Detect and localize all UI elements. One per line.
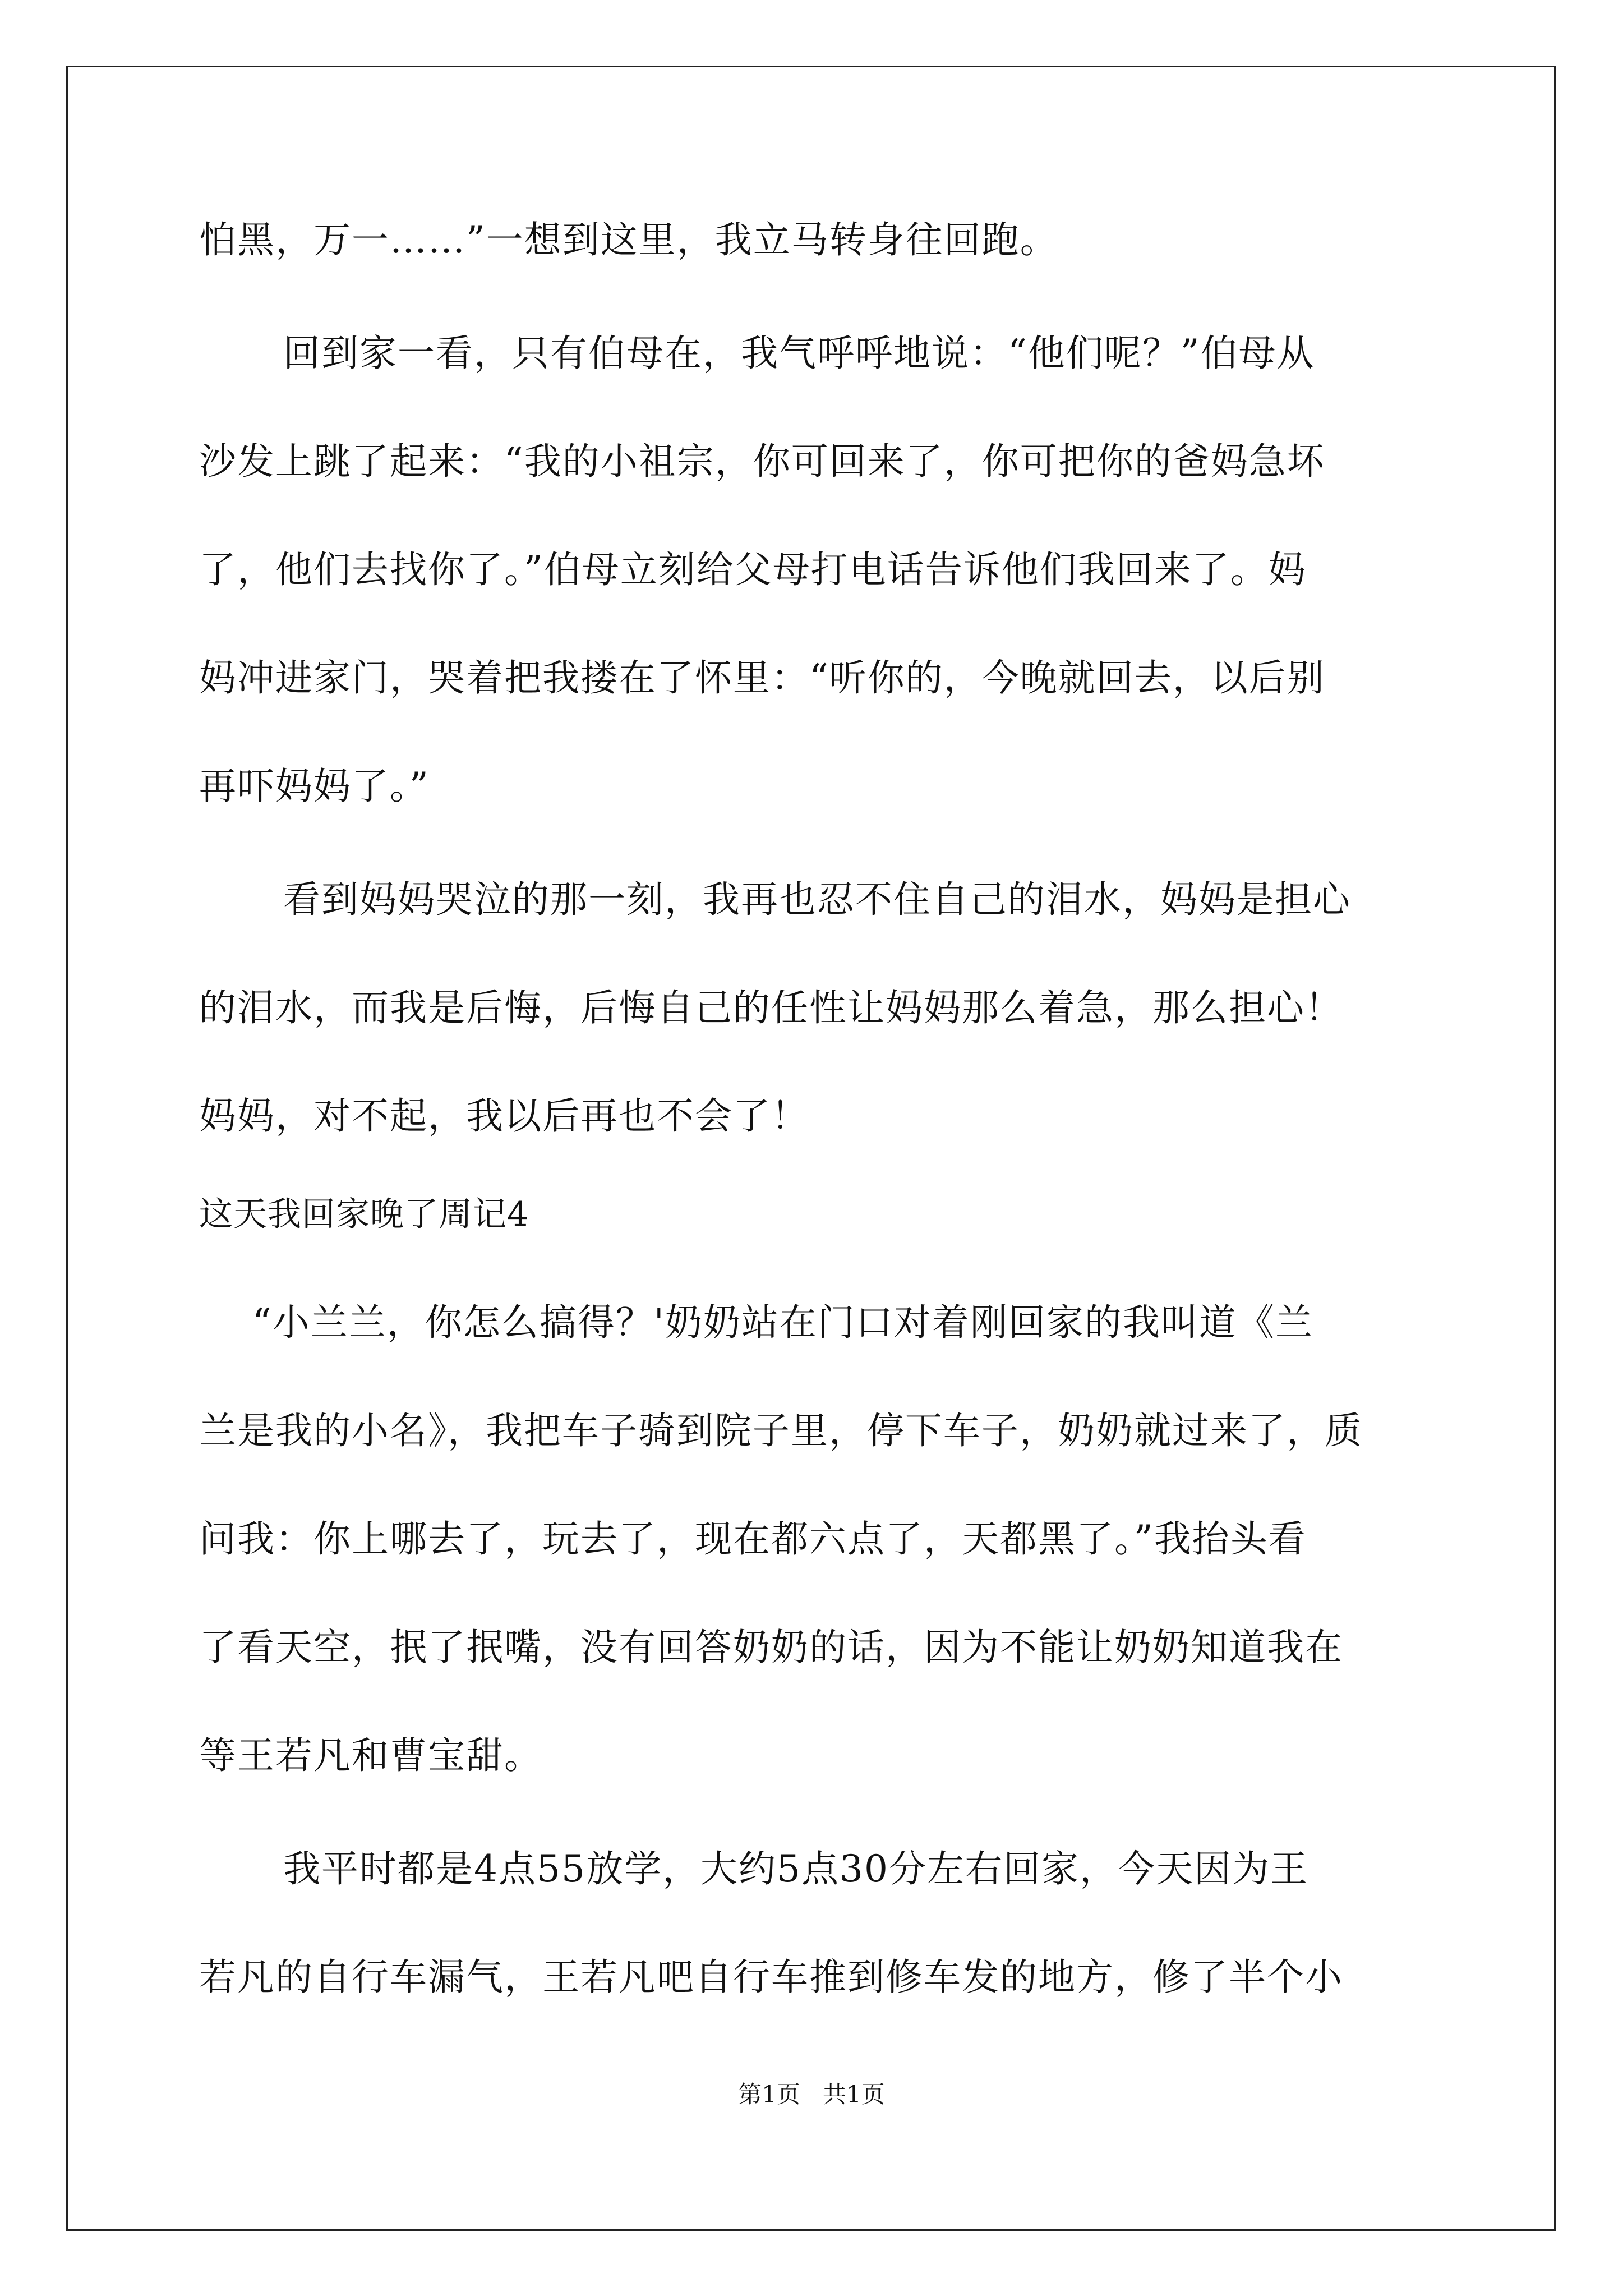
text-line: 若凡的自行车漏气，王若凡吧自行车推到修车发的地方，修了半个小 <box>199 1955 1343 1999</box>
text-line: 等王若凡和曹宝甜。 <box>199 1734 542 1777</box>
text-line: 妈妈，对不起，我以后再也不会了！ <box>199 1094 809 1138</box>
section-heading: 这天我回家晚了周记4 <box>199 1195 529 1234</box>
text-line: 沙发上跳了起来：“我的小祖宗，你可回来了，你可把你的爸妈急坏 <box>199 440 1325 483</box>
text-line: 再吓妈妈了。” <box>199 765 430 808</box>
paragraph-first-line: 回到家一看，只有伯母在，我气呼呼地说：“他们呢？”伯母从 <box>283 332 1315 375</box>
text-line: 问我：你上哪去了，玩去了，现在都六点了，天都黑了。”我抬头看 <box>199 1517 1307 1561</box>
paragraph-first-line: 看到妈妈哭泣的那一刻，我再也忍不住自己的泪水，妈妈是担心 <box>283 878 1351 921</box>
text-line: 了看天空，抿了抿嘴，没有回答奶奶的话，因为不能让奶奶知道我在 <box>199 1626 1343 1669</box>
document-body <box>199 218 1427 2067</box>
text-line: 妈冲进家门，哭着把我搂在了怀里：“听你的，今晚就回去，以后别 <box>199 656 1325 700</box>
paragraph-first-line: “小兰兰，你怎么搞得？'奶奶站在门口对着刚回家的我叫道《兰 <box>252 1301 1313 1344</box>
paragraph-first-line: 我平时都是4点55放学，大约5点30分左右回家，今天因为王 <box>283 1847 1308 1890</box>
text-line: 怕黑，万一……”一想到这里，我立马转身往回跑。 <box>199 218 1058 261</box>
text-line: 兰是我的小名》，我把车子骑到院子里，停下车子，奶奶就过来了，质 <box>199 1409 1363 1452</box>
text-line: 的泪水，而我是后悔，后悔自己的任性让妈妈那么着急，那么担心！ <box>199 986 1343 1029</box>
text-line: 了，他们去找你了。”伯母立刻给父母打电话告诉他们我回来了。妈 <box>199 548 1307 591</box>
page-footer: 第1页 共1页 <box>738 2081 885 2108</box>
